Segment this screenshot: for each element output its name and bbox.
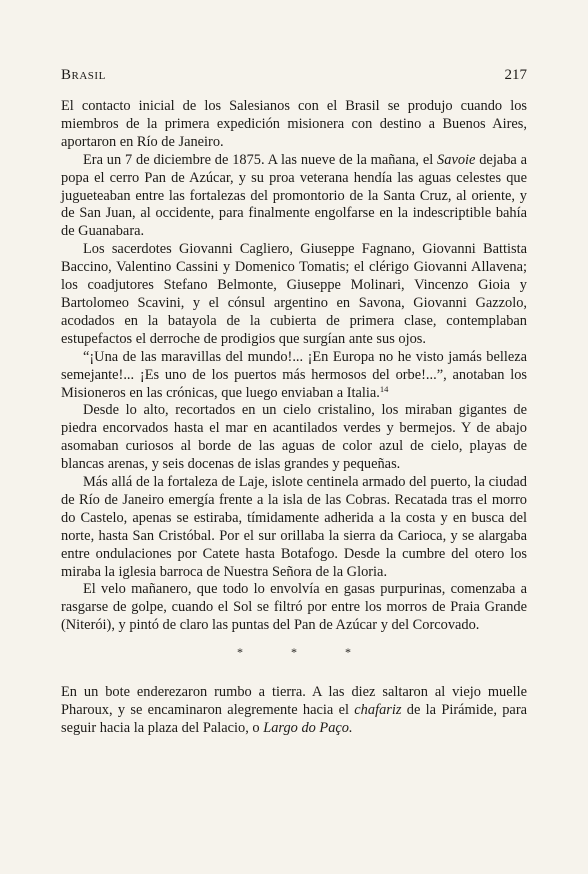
section-separator xyxy=(61,644,527,662)
emphasis: chafariz xyxy=(354,702,402,718)
page-number: 217 xyxy=(504,67,527,83)
paragraph xyxy=(61,349,527,403)
paragraph: Los sacerdotes Giovanni Cagliero, Giuseppe Fagnano, Giovanni Battista Baccino, Valentino Cassini y Domenico Tomatis; el clérigo Giovanni Allavena; los coadjutores Stefano Belmonte, Giuseppe Molinari, Vincenzo Gioia y Bartolomeo Scavini, y el cónsul argentino en Savona, Giovanni Gazzolo, acodados en la batayola de la cubierta de primera clase, contemplaban estupefactos el derroche de prodigios que surgían ante sus ojos. xyxy=(61,241,527,347)
paragraph xyxy=(61,152,527,242)
paragraph-text: Era un 7 de diciembre de 1875. A las nueve de la mañana, el xyxy=(83,151,438,168)
paragraph: Más allá de la fortaleza de Laje, islote centinela armado del puerto, la ciudad de Río de Janeiro emergía frente a la isla de las Cobras. Recatada tras el morro do Castelo, apenas se estiraba, tímidamente adherida a la costa y en busca del norte, hasta San Cristóbal. Por el sur orillaba la sierra da Carioca, y se alargaba entre ondulaciones por Catete hasta Botafogo. Desde la cumbre del otero los miraba la iglesia barroca de Nuestra Señora de la Gloria. xyxy=(61,474,527,580)
ship-name: Savoie xyxy=(437,151,476,168)
paragraph xyxy=(61,684,527,738)
asterisk: * xyxy=(237,645,243,660)
paragraph-text: dejaba a popa el cerro Pan de Azúcar, y su proa veterana hendía las aguas celestes que jugueteaban entre las fortalezas del promontorio de la Santa Cruz, al oriente, y de San Juan, al occidente, para finalmente engolfarse en la indescriptible bahía de Guanabara. xyxy=(61,151,527,240)
paragraph: Desde lo alto, recortados en un cielo cristalino, los miraban gigantes de piedra encorvados hasta el mar en acantilados verdes y bermejos. Y de abajo asomaban curiosos al borde de las aguas de color azul de cielo, playas de blancas arenas, y seis docenas de islas grandes y pequeñas. xyxy=(61,402,527,473)
page-header xyxy=(61,67,527,84)
footnote-marker: 14 xyxy=(379,383,389,394)
asterisk: * xyxy=(345,645,351,660)
running-title: Brasil xyxy=(61,67,106,83)
asterisk: * xyxy=(291,645,297,660)
paragraph-text: En un bote enderezaron rumbo a tierra. A las diez saltaron al viejo muelle Pharoux, y se encaminaron alegremente hacia el xyxy=(61,684,527,718)
paragraph-text: de la Pirámide, para seguir hacia la plaza del Palacio, o xyxy=(61,702,527,736)
paragraph: El contacto inicial de los Salesianos con el Brasil se produjo cuando los miembros de la primera expedición misionera con destino a Buenos Aires, aportaron en Río de Janeiro. xyxy=(61,98,527,150)
emphasis: Largo do Paço. xyxy=(263,719,353,736)
paragraph: El velo mañanero, que todo lo envolvía en gasas purpurinas, comenzaba a rasgarse de golpe, cuando el Sol se filtró por entre los morros de Praia Grande (Niterói), y pintó de claro las puntas del Pan de Azúcar y del Corcovado. xyxy=(61,581,527,634)
page-body xyxy=(61,98,527,738)
paragraph-text: “¡Una de las maravillas del mundo!... ¡En Europa no he visto jamás belleza semejante!... ¡Es uno de los puertos más hermosos del orbe!...”, anotaban los Misioneros en las crónicas, que luego enviaban a Italia. xyxy=(61,348,527,401)
